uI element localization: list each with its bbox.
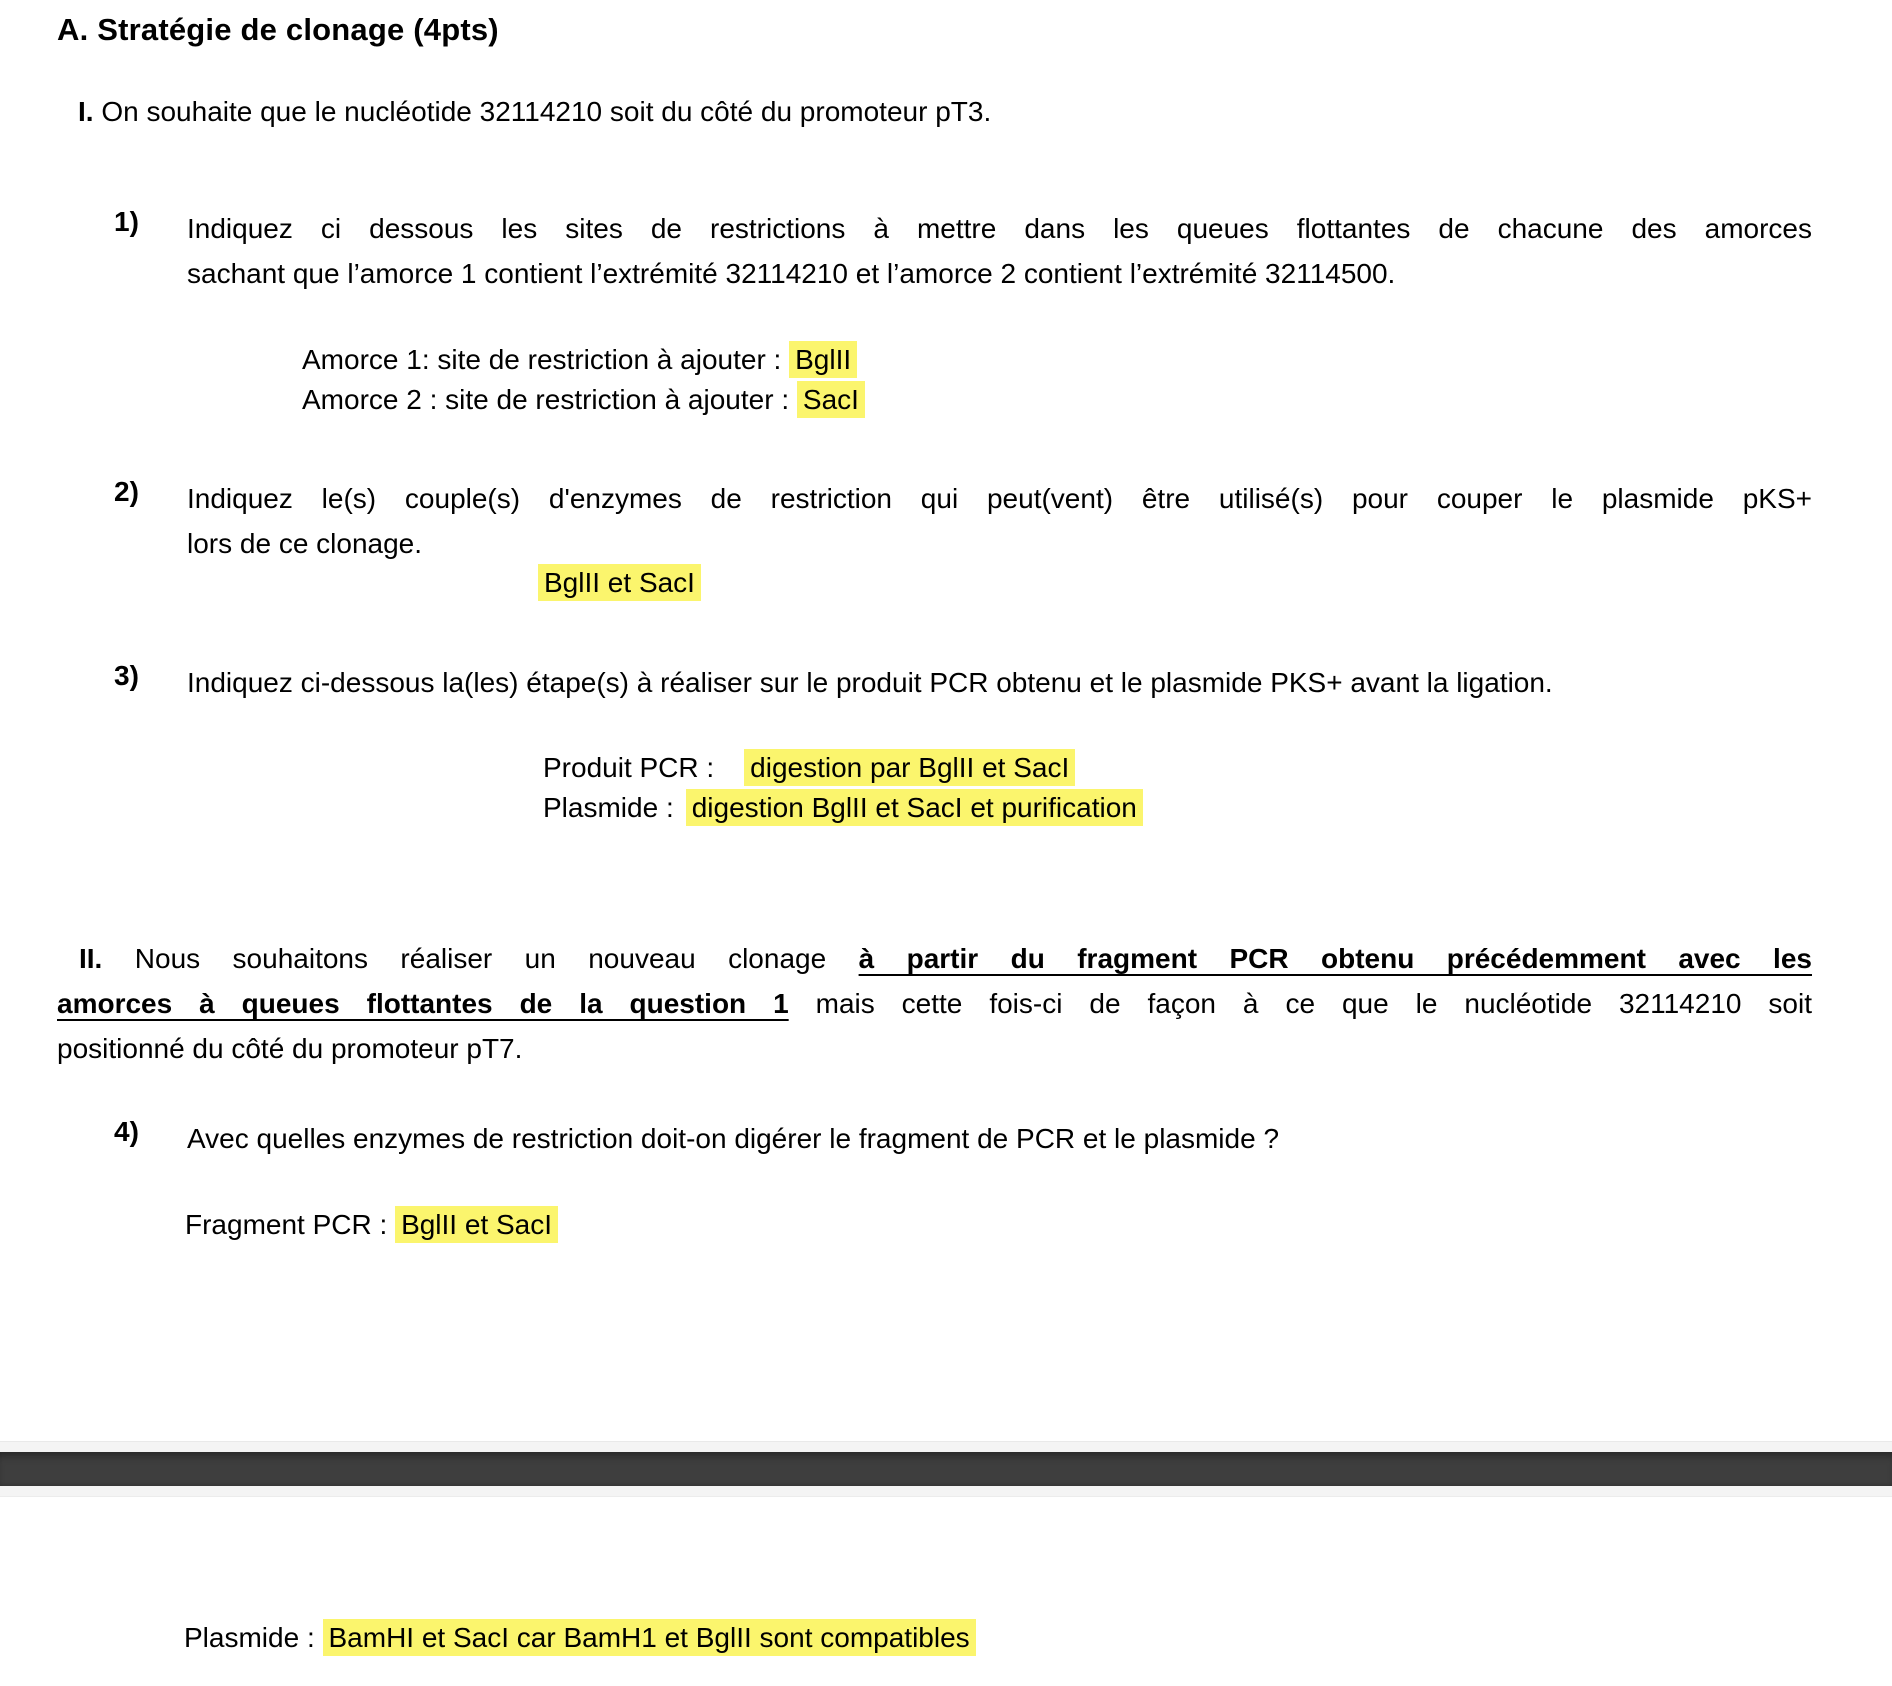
question-3-answers [543,748,1143,828]
question-2-number: 2) [114,476,139,507]
plasmide-q3-answer-highlight: digestion BglII et SacI et purification [686,789,1143,826]
question-3-number: 3) [114,660,139,691]
question-1-line1: Indiquez ci dessous les sites de restrictions à mettre dans les queues flottantes de chacune des amorces [187,213,1812,244]
plasmide-q3-line [543,788,1143,828]
produit-pcr-label: Produit PCR : [543,752,715,783]
section-ii-marker: II. [79,943,103,974]
page-title: A. Stratégie de clonage (4pts) [57,12,499,47]
plasmide-q4-line [184,1618,976,1658]
section-ii-intro [57,936,1812,1071]
amorce-2-line [302,380,865,420]
question-1 [114,206,1812,296]
page-gap-bottom-strip [0,1486,1892,1497]
produit-pcr-line [543,748,1143,788]
section-i-intro-text: On souhaite que le nucléotide 32114210 soit du côté du promoteur pT3. [93,96,992,127]
question-2 [114,476,1812,566]
question-1-answers [302,340,865,420]
fragment-pcr-label: Fragment PCR : [185,1209,396,1240]
question-2-line1: Indiquez le(s) couple(s) d'enzymes de restriction qui peut(vent) être utilisé(s) pour couper le plasmide pKS+ [187,483,1812,514]
plasmide-q4-answer-highlight: BamHI et SacI car BamH1 et BglII sont compatibles [323,1619,976,1656]
plasmide-q4-label: Plasmide : [184,1622,323,1653]
plasmide-q3-label: Plasmide : [543,792,674,823]
section-ii-line2-normal: mais cette fois-ci de façon à ce que le nucléotide 32114210 soit [788,988,1812,1019]
amorce-1-line [302,340,865,380]
section-ii-intro-line1 [57,936,1812,981]
fragment-pcr-answer-highlight: BglII et SacI [395,1206,558,1243]
section-i-intro [78,92,991,132]
question-2-line2: lors de ce clonage. [187,528,423,559]
question-4-line1: Avec quelles enzymes de restriction doit-on digérer le fragment de PCR et le plasmide ? [187,1123,1280,1154]
section-ii-line1-emphasis: à partir du fragment PCR obtenu précédemment avec les [858,943,1812,974]
question-1-number: 1) [114,206,139,237]
amorce-2-answer-highlight: SacI [797,381,865,418]
section-ii-line1-normal: Nous souhaitons réaliser un nouveau clonage [102,943,859,974]
question-3 [114,660,1812,705]
question-2-answer-line [538,563,701,603]
question-1-line2: sachant que l’amorce 1 contient l’extrémité 32114210 et l’amorce 2 contient l’extrémité 32114500. [187,258,1396,289]
amorce-2-label: Amorce 2 : site de restriction à ajouter : [302,384,797,415]
question-3-line1: Indiquez ci-dessous la(les) étape(s) à réaliser sur le produit PCR obtenu et le plasmide PKS+ avant la ligation. [187,667,1553,698]
produit-pcr-answer-highlight: digestion par BglII et SacI [744,749,1075,786]
section-ii-line2-emphasis: amorces à queues flottantes de la question 1 [57,988,789,1019]
question-4-number: 4) [114,1116,139,1147]
page-break-bar[interactable] [0,1452,1892,1486]
fragment-pcr-line [185,1205,558,1245]
section-i-marker: I. [78,96,94,127]
section-ii-intro-line2 [57,981,1812,1026]
section-ii-intro-line3: positionné du côté du promoteur pT7. [57,1033,523,1064]
amorce-1-answer-highlight: BglII [789,341,857,378]
amorce-1-label: Amorce 1: site de restriction à ajouter : [302,344,790,375]
question-4 [114,1116,1812,1161]
question-2-answer-highlight: BglII et SacI [538,564,701,601]
